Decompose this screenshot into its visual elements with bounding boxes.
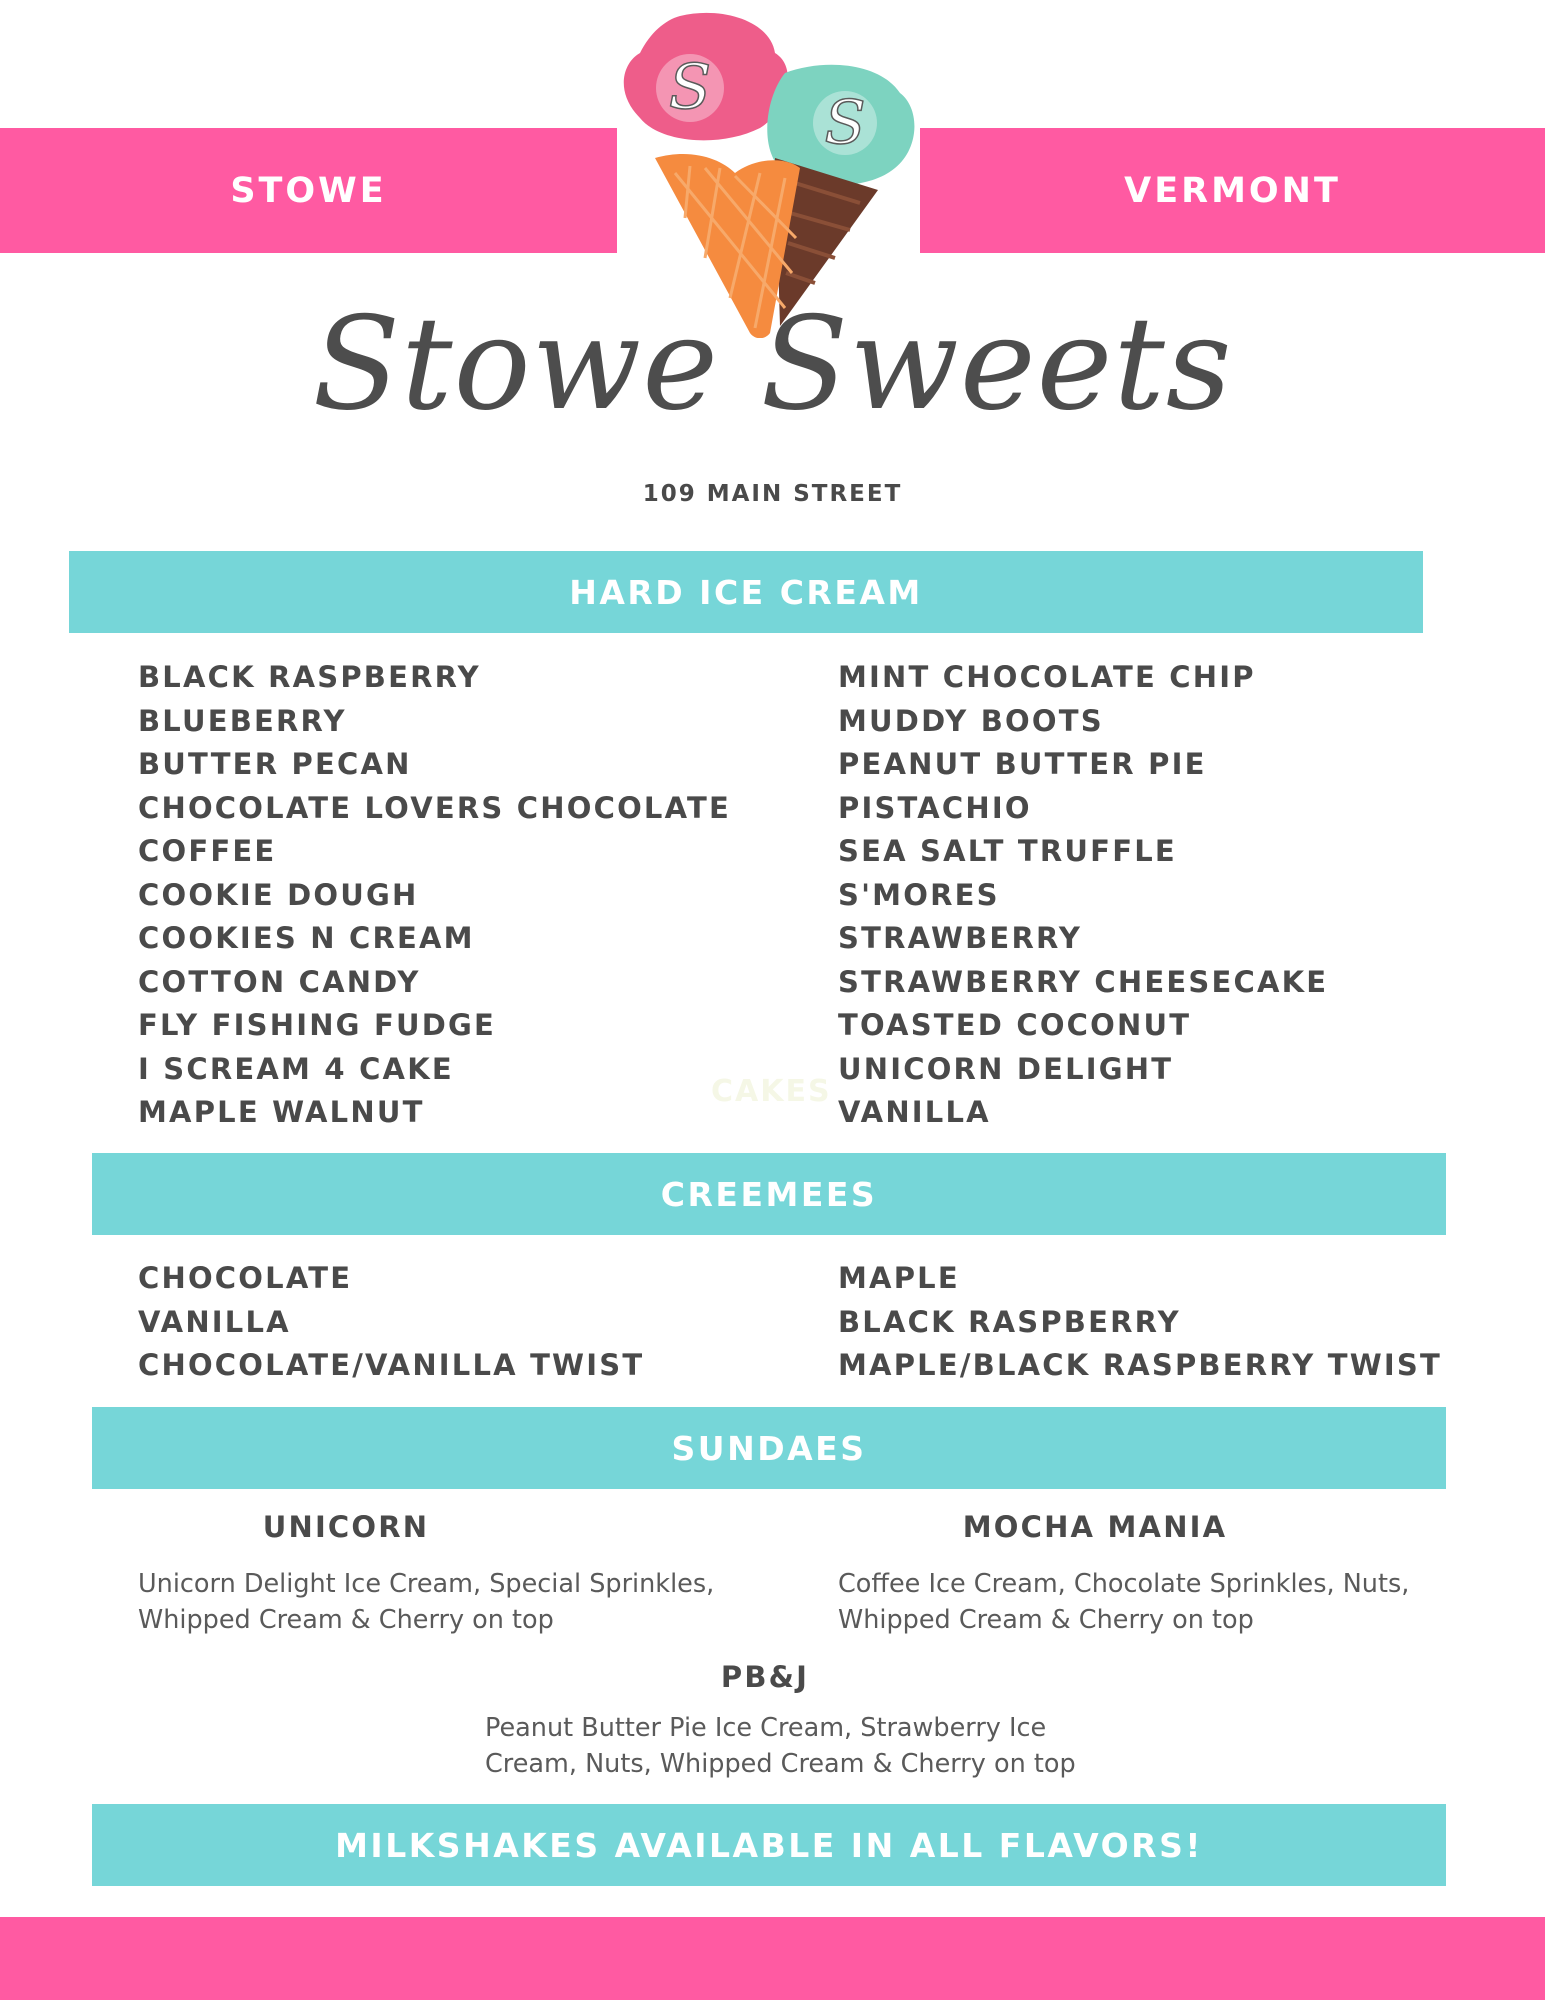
location-state: VERMONT <box>1124 170 1341 211</box>
list-item: COFFEE <box>138 834 277 868</box>
list-item: COOKIES N CREAM <box>138 921 475 955</box>
shop-title: Stowe Sweets <box>312 290 1233 439</box>
sundaes-heading: SUNDAES <box>671 1428 867 1468</box>
list-item: COTTON CANDY <box>138 964 421 999</box>
list-item: MUDDY BOOTS <box>838 703 1104 738</box>
list-item: CHOCOLATE <box>138 1261 353 1295</box>
sundae-desc-pbj: Peanut Butter Pie Ice Cream, Strawberry Ice Cream, Nuts, Whipped Cream & Cherry on top <box>485 1713 1076 1779</box>
hard-ice-cream-right-list <box>838 656 1328 1135</box>
list-item: TOASTED COCONUT <box>838 1008 1192 1042</box>
list-item: SEA SALT TRUFFLE <box>838 834 1177 868</box>
list-item: FLY FISHING FUDGE <box>138 1008 497 1042</box>
milkshakes-text: MILKSHAKES AVAILABLE IN ALL FLAVORS! <box>335 1825 1203 1865</box>
list-item: MAPLE WALNUT <box>138 1095 425 1129</box>
list-item: VANILLA <box>138 1304 291 1339</box>
ice-cream-logo <box>610 8 930 338</box>
list-item: CHOCOLATE LOVERS CHOCOLATE <box>138 790 731 825</box>
list-item: UNICORN DELIGHT <box>838 1051 1174 1086</box>
creemees-left-list <box>138 1257 644 1388</box>
list-item: BLUEBERRY <box>138 703 347 738</box>
list-item: COOKIE DOUGH <box>138 877 419 912</box>
list-item: MAPLE <box>838 1261 960 1295</box>
location-city: STOWE <box>230 170 387 211</box>
logo-letter-1: S <box>668 50 712 123</box>
creemees-heading: CREEMEES <box>660 1174 878 1214</box>
hard-ice-cream-heading: HARD ICE CREAM <box>569 572 923 612</box>
list-item: BUTTER PECAN <box>138 747 412 781</box>
hard-ice-cream-left-list <box>138 656 731 1135</box>
shop-address: 109 MAIN STREET <box>642 481 903 507</box>
sundaes-heading-bar <box>92 1407 1446 1489</box>
list-item: CHOCOLATE/VANILLA TWIST <box>138 1348 645 1382</box>
list-item: STRAWBERRY <box>838 921 1083 955</box>
list-item: STRAWBERRY CHEESECAKE <box>838 964 1329 999</box>
list-item: PISTACHIO <box>838 790 1032 825</box>
list-item: PEANUT BUTTER PIE <box>838 747 1207 781</box>
milkshakes-banner <box>92 1804 1446 1886</box>
list-item: S'MORES <box>838 877 1000 912</box>
list-item: BLACK RASPBERRY <box>138 660 481 694</box>
sundae-name-pbj: PB&J <box>720 1660 810 1694</box>
list-item: MAPLE/BLACK RASPBERRY TWIST <box>838 1348 1442 1382</box>
creemees-right-list <box>838 1257 1442 1388</box>
sundae-name-unicorn: UNICORN <box>262 1510 430 1544</box>
footer-band <box>0 1917 1545 2000</box>
sundae-name-mocha-mania: MOCHA MANIA <box>962 1510 1228 1544</box>
sundae-desc-unicorn: Unicorn Delight Ice Cream, Special Sprinkles, Whipped Cream & Cherry on top <box>138 1569 715 1635</box>
list-item: I SCREAM 4 CAKE <box>138 1051 454 1086</box>
sundae-desc-mocha-mania: Coffee Ice Cream, Chocolate Sprinkles, Nuts, Whipped Cream & Cherry on top <box>838 1569 1410 1635</box>
hard-ice-cream-heading-bar <box>69 551 1423 633</box>
faded-text: CAKES <box>711 1074 832 1109</box>
list-item: BLACK RASPBERRY <box>838 1304 1181 1339</box>
header-right-band <box>920 128 1545 253</box>
creemees-heading-bar <box>92 1153 1446 1235</box>
logo-letter-2: S <box>824 88 866 158</box>
list-item: VANILLA <box>838 1095 991 1129</box>
header-left-band <box>0 128 617 253</box>
list-item: MINT CHOCOLATE CHIP <box>838 660 1256 694</box>
